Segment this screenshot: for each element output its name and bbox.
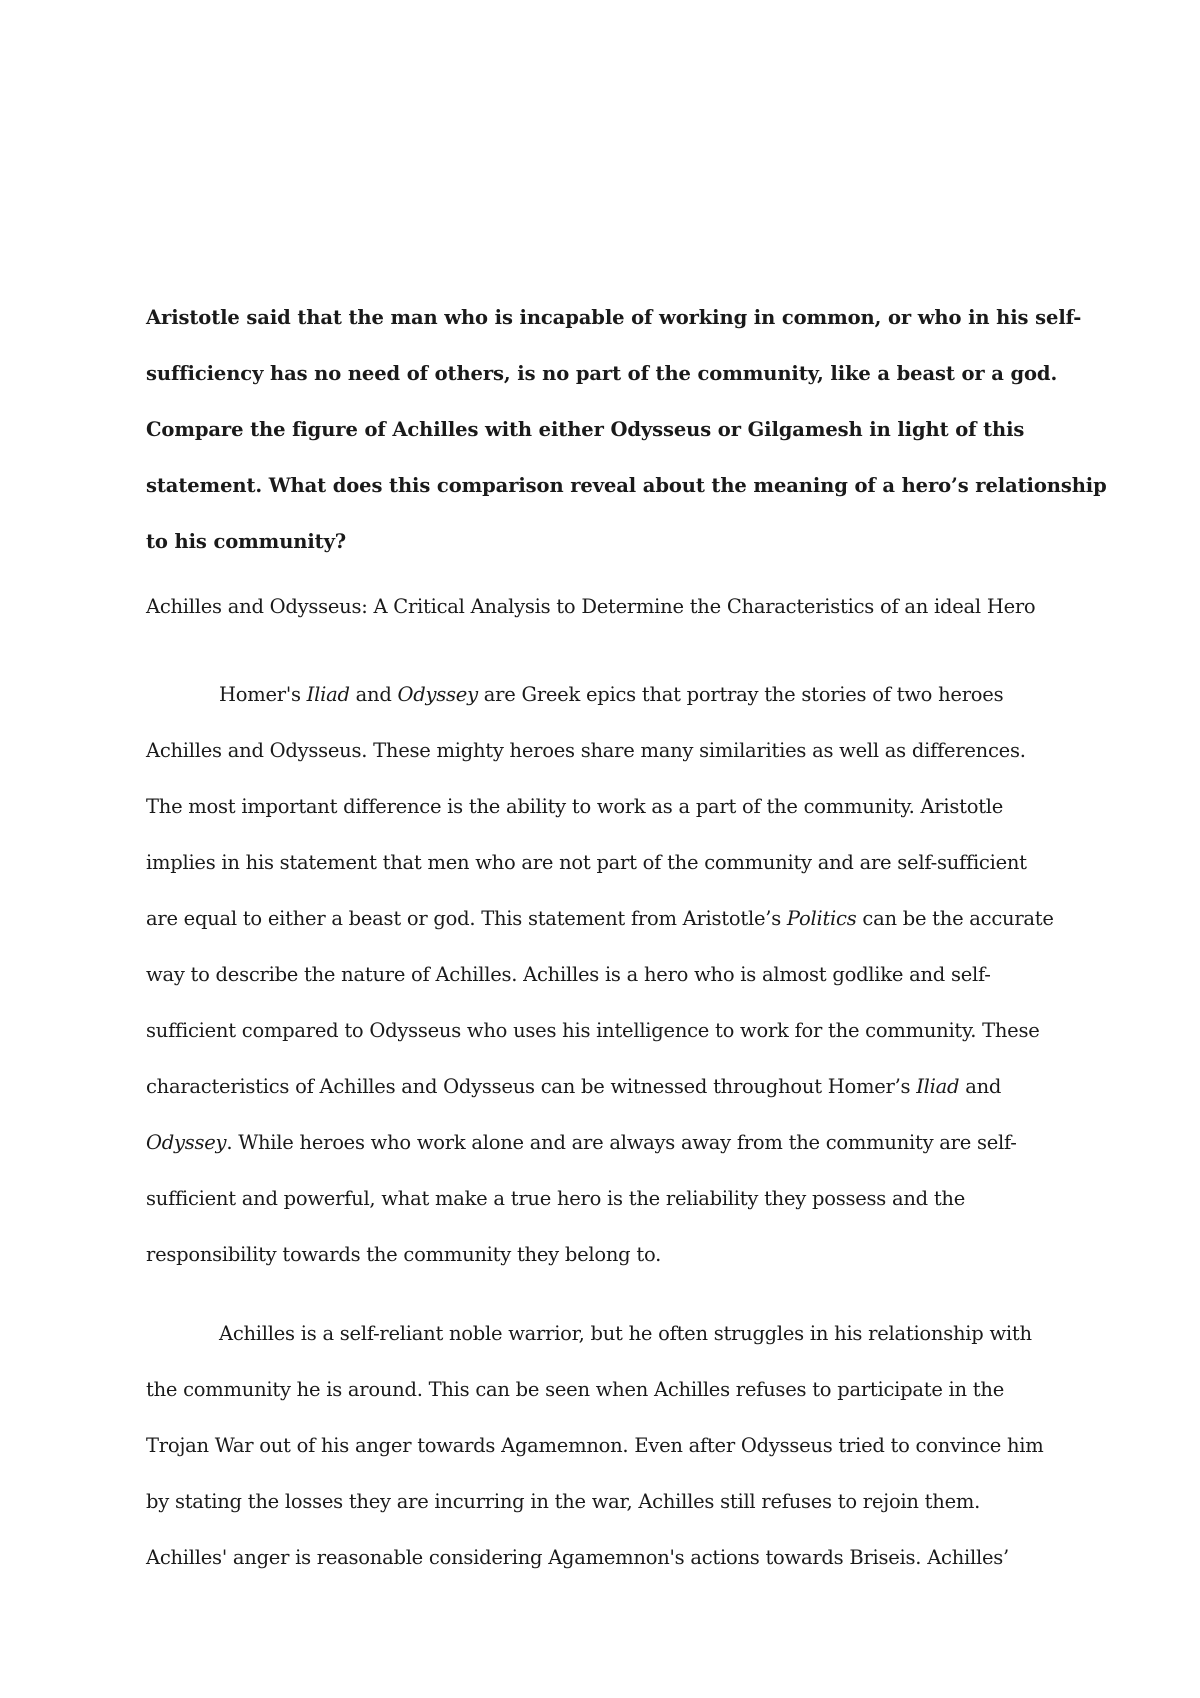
paragraph-line: are equal to either a beast or god. This statement from Aristotle’s Politics can be the accurate: [146, 907, 1054, 930]
prompt-line: Aristotle said that the man who is incapable of working in common, or who in his self-: [146, 306, 1082, 329]
paragraph-line: the community he is around. This can be seen when Achilles refuses to participate in the: [146, 1378, 1004, 1401]
paragraph-line: responsibility towards the community they belong to.: [146, 1243, 662, 1266]
paragraph-line: sufficient compared to Odysseus who uses his intelligence to work for the community. These: [146, 1019, 1040, 1042]
paragraph-line: Achilles is a self-reliant noble warrior, but he often struggles in his relationship with: [219, 1322, 1032, 1345]
paragraph-line: Achilles and Odysseus. These mighty heroes share many similarities as well as differences.: [146, 739, 1026, 762]
paragraph-line: characteristics of Achilles and Odysseus can be witnessed throughout Homer’s Iliad and: [146, 1075, 1002, 1098]
paragraph-line: The most important difference is the ability to work as a part of the community. Aristotle: [146, 795, 1004, 818]
essay-prompt: [146, 290, 1107, 570]
prompt-line: statement. What does this comparison reveal about the meaning of a hero’s relationship: [146, 474, 1107, 497]
work-title-iliad: Iliad: [916, 1075, 960, 1098]
work-title-odyssey: Odyssey: [397, 683, 478, 706]
work-title-odyssey: Odyssey: [146, 1131, 227, 1154]
paragraph-1: [146, 667, 1076, 1283]
paragraph-line: Homer's Iliad and Odyssey are Greek epics that portray the stories of two heroes: [219, 683, 1004, 706]
prompt-line: sufficiency has no need of others, is no part of the community, like a beast or a god.: [146, 362, 1058, 385]
paragraph-line: by stating the losses they are incurring in the war, Achilles still refuses to rejoin them.: [146, 1490, 981, 1513]
paragraph-line: way to describe the nature of Achilles. Achilles is a hero who is almost godlike and self-: [146, 963, 991, 986]
work-title-politics: Politics: [786, 907, 857, 930]
paragraph-line: Odyssey. While heroes who work alone and are always away from the community are self-: [146, 1131, 1017, 1154]
paragraph-2: [146, 1306, 1076, 1586]
paragraph-line: sufficient and powerful, what make a true hero is the reliability they possess and the: [146, 1187, 966, 1210]
paragraph-line: Trojan War out of his anger towards Agamemnon. Even after Odysseus tried to convince him: [146, 1434, 1044, 1457]
prompt-line: to his community?: [146, 530, 347, 553]
work-title-iliad: Iliad: [306, 683, 350, 706]
essay-title: Achilles and Odysseus: A Critical Analysis to Determine the Characteristics of an ideal Hero: [146, 595, 1036, 618]
prompt-line: Compare the figure of Achilles with either Odysseus or Gilgamesh in light of this: [146, 418, 1025, 441]
paragraph-line: implies in his statement that men who are not part of the community and are self-sufficient: [146, 851, 1027, 874]
paragraph-line: Achilles' anger is reasonable considering Agamemnon's actions towards Briseis. Achilles’: [146, 1546, 1009, 1569]
